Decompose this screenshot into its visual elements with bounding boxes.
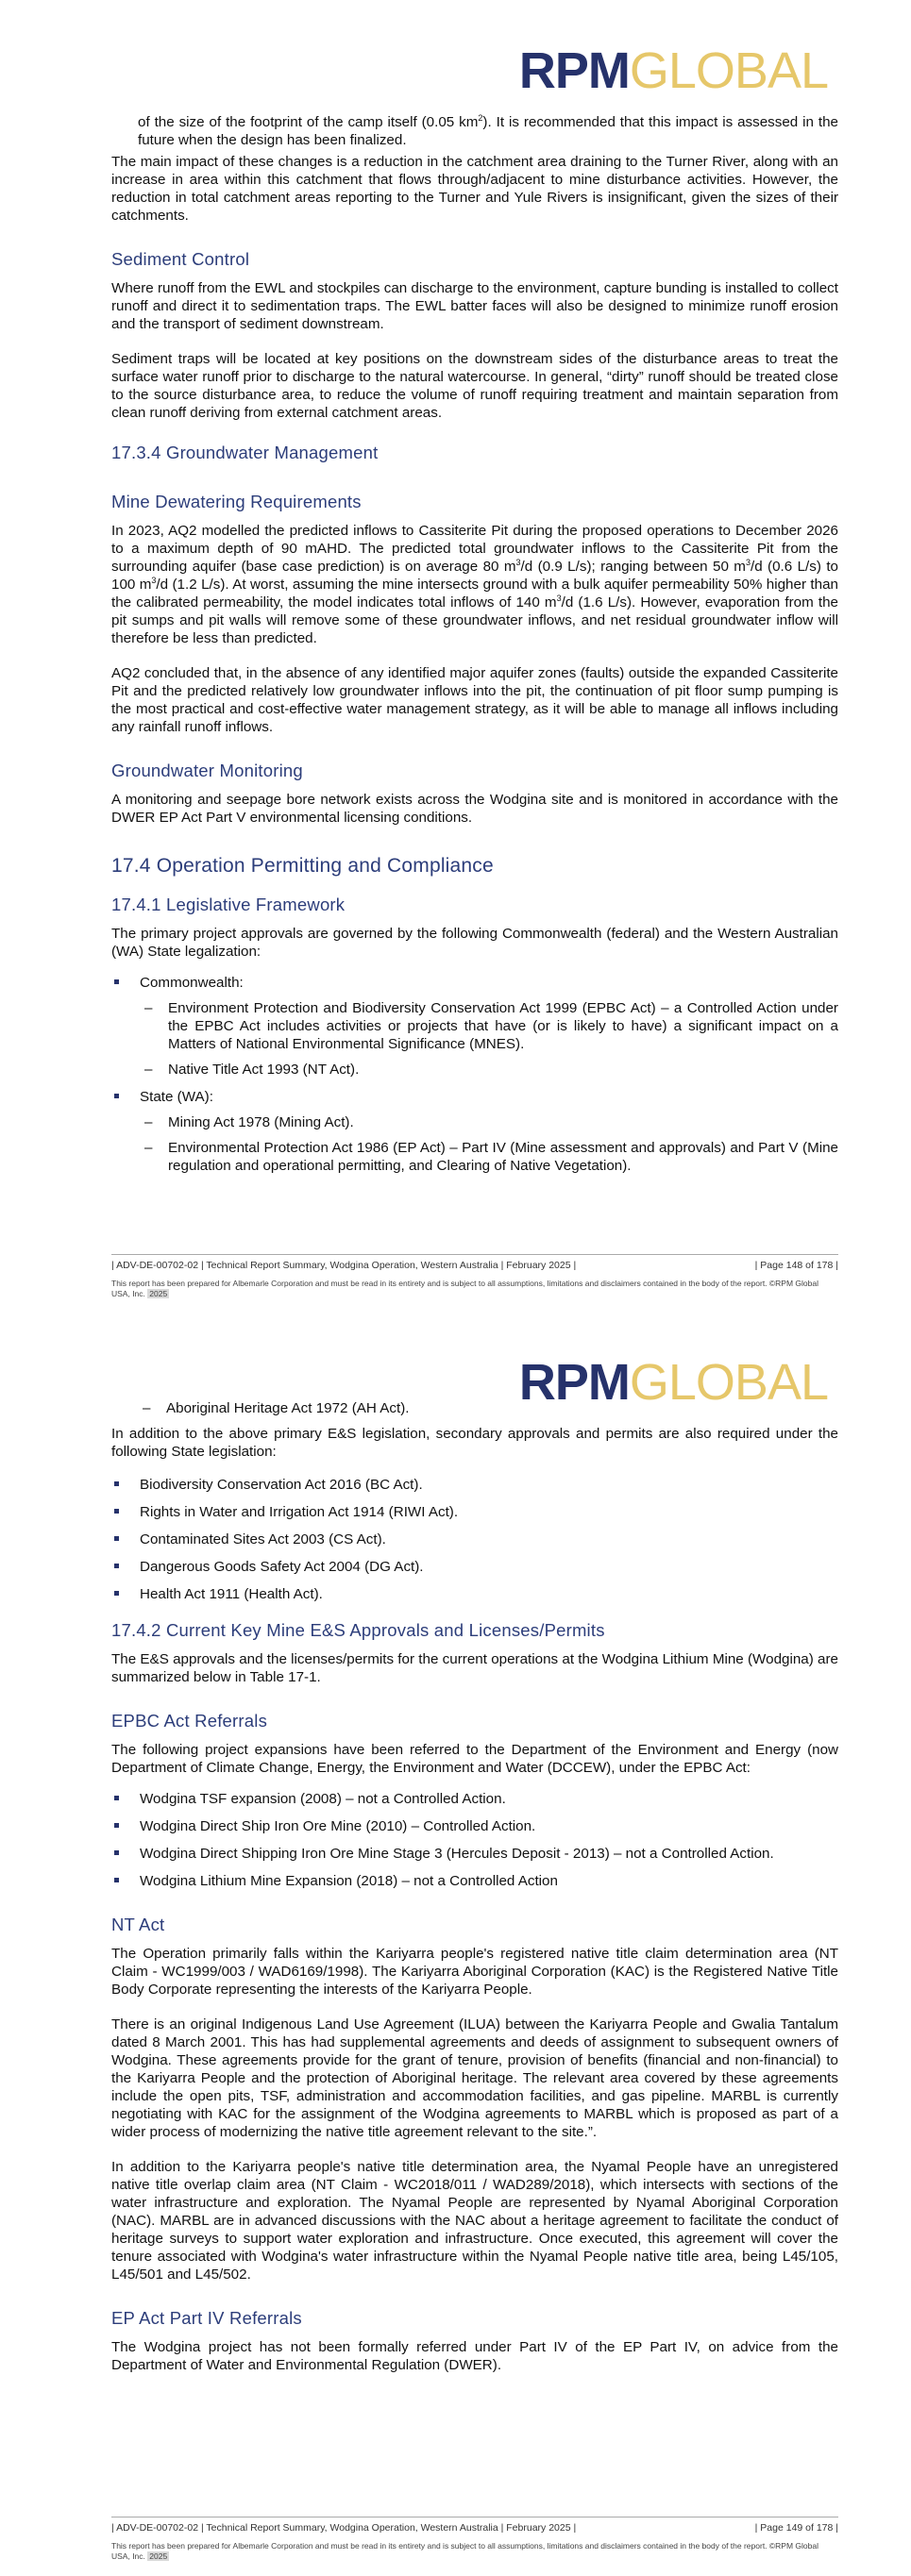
groundwater-monitoring-heading: Groundwater Monitoring — [111, 761, 303, 780]
dewatering-paragraph: In 2023, AQ2 modelled the predicted inflows to Cassiterite Pit during the proposed operations to December 2026 to a maximum depth of 90 mAHD. The predicted total groundwater inflows to the Cassiterite Pit from the surrounding aquifer (base case prediction) is on average 80 $m^3/d$ (0.9 L/s); ranging between 50 $m^3/d$ (0.6 L/s) to 100 $m^3/d$ (1.2 L/s). At worst, assuming the mine intersects ground with a bulk aquifer permeability 50% higher than the calibrated permeability, the model indicates total inflows of 140 $m^3/d$ (1.6 L/s). However, evaporation from the pit sumps and pit walls will remove some of these groundwater inflows, and net residual groundwater inflow will therefore be less than predicted. — [111, 523, 838, 646]
ep-act-part-iv-paragraph: The Wodgina project has not been formally referred under Part IV of the EP Part IV, on advice from the Department of Water and Environmental Regulation (DWER). — [111, 2339, 838, 2373]
state-legislation-list — [111, 1476, 838, 1603]
list-item: Wodgina Direct Shipping Iron Ore Mine Stage 3 (Hercules Deposit - 2013) – not a Controlled Action. — [111, 1845, 838, 1863]
list-item: Biodiversity Conservation Act 2016 (BC Act). — [111, 1476, 838, 1494]
ep-act-part-iv-heading: EP Act Part IV Referrals — [111, 2308, 302, 2328]
footer-disclaimer: This report has been prepared for Albemarle Corporation and must be read in its entirety and is subject to all assumptions, limitations and disclaimers contained in the body of the report. ©RPM Global USA, Inc. 2025 — [111, 1279, 818, 1298]
nt-paragraph-2: There is an original Indigenous Land Use Agreement (ILUA) between the Kariyarra People and Gwalia Tantalum dated 8 March 2001. This has had supplemental agreements and deeds of assignment to subsequent owners of Wodgina. These agreements provide for the grant of tenure, provision of benefits (financial and non-financial) to the Kariyarra People and the protection of Aboriginal heritage. The relevant area covered by these agreements include the open pits, TSF, administration and accommodation facilities, and gas pipeline. MARBL is currently negotiating with KAC for the assignment of the Wodgina agreements to MARBL which is proposed as part of a wider process of modernizing the native title agreement relevant to the site.”. — [111, 2016, 838, 2140]
secondary-approvals-paragraph: In addition to the above primary E&S legislation, secondary approvals and permits are also required under the following State legislation: — [111, 1426, 838, 1460]
epbc-paragraph: The following project expansions have been referred to the Department of the Environment and Energy (now Department of Climate Change, Energy, the Environment and Water (DCCEW), under the EPBC Act: — [111, 1742, 838, 1776]
sediment-control-heading: Sediment Control — [111, 249, 250, 269]
footer-disclaimer: This report has been prepared for Albemarle Corporation and must be read in its entirety and is subject to all assumptions, limitations and disclaimers contained in the body of the report. ©RPM Global USA, Inc. 2025 — [111, 2541, 818, 2561]
page-149 — [0, 1316, 911, 2576]
list-item: Dangerous Goods Safety Act 2004 (DG Act). — [111, 1558, 838, 1576]
continued-list — [138, 1399, 838, 1417]
list-item: Wodgina TSF expansion (2008) – not a Controlled Action. — [111, 1790, 838, 1808]
aq2-conclusion-paragraph: AQ2 concluded that, in the absence of any identified major aquifer zones (faults) outside the expanded Cassiterite Pit and the predicted relatively low groundwater inflows into the pit, the continuation of pit floor sump pumping is the most practical and cost-effective water management strategy, as it will be able to manage all inflows including any rainfall runoff inflows. — [111, 665, 838, 735]
list-item: Rights in Water and Irrigation Act 1914 (RIWI Act). — [111, 1503, 838, 1521]
section-17-4-heading: 17.4 Operation Permitting and Compliance — [111, 855, 494, 877]
list-item: Contaminated Sites Act 2003 (CS Act). — [111, 1531, 838, 1548]
list-item: – Environment Protection and Biodiversity Conservation Act 1999 (EPBC Act) – a Controlled Action under the EPBC Act includes activities or projects that have (or is likely to have) a significant impact on a Matters of National Environmental Significance (MNES). — [140, 999, 838, 1053]
footer-report-info: | ADV-DE-00702-02 | Technical Report Summary, Wodgina Operation, Western Australia | February 2025 | — [111, 2522, 577, 2534]
camp-footprint-text: of the size of the footprint of the camp itself (0.05 $km^2$). It is recommended that this impact is assessed in the future when the design has been finalized. — [138, 112, 838, 148]
footer-page-number: | Page 148 of 178 | — [754, 1260, 838, 1271]
list-item: – Mining Act 1978 (Mining Act). — [140, 1113, 838, 1131]
list-item: – Native Title Act 1993 (NT Act). — [140, 1061, 838, 1079]
list-item: – Aboriginal Heritage Act 1972 (AH Act). — [138, 1399, 838, 1417]
section-17-4-2-heading: 17.4.2 Current Key Mine E&S Approvals and Licenses/Permits — [111, 1620, 605, 1640]
section-17-3-4-heading: 17.3.4 Groundwater Management — [111, 443, 379, 462]
main-impact-paragraph: The main impact of these changes is a reduction in the catchment area draining to the Turner River, along with an increase in area within this catchment that flows through/adjacent to mine disturbance activities. However, the reduction in total catchment areas reporting to the Turner and Yule Rivers is insignificant, given the sizes of their catchments. — [111, 154, 838, 224]
rpm-global-logo: RPMGLOBAL — [518, 42, 828, 99]
list-item: – Environmental Protection Act 1986 (EP Act) – Part IV (Mine assessment and approvals) and Part V (Mine regulation and operational permitting, and Clearing of Native Vegetation). — [140, 1139, 838, 1175]
nt-paragraph-3: In addition to the Kariyarra people's native title determination area, the Nyamal People have an unregistered native title overlap claim area (NT Claim - WC2018/011 / WAD289/2018), which intersects with sections of the water infrastructure and exploration. The Nyamal People are represented by Nyamal Aboriginal Corporation (NAC). MARBL are in advanced discussions with the NAC about a heritage agreement to facilitate the conduct of heritage surveys to support water exploration and infrastructure. Once executed, this agreement will cover the tenure associated with Wodgina's water infrastructure within the Nyamal People native title area, being L45/105, L45/501 and L45/502. — [111, 2159, 838, 2283]
list-item: Commonwealth: – Environment Protection and Biodiversity Conservation Act 1999 (EPBC Act) – a Controlled Action under the EPBC Act includes activities or projects that have (or is likely to have) a significant impact on a Matters of National Environmental Significance (MNES). – Native Title Act 1993 (NT Act). — [111, 974, 838, 1079]
nt-paragraph-1: The Operation primarily falls within the Kariyarra people's registered native title claim determination area (NT Claim - WC1999/003 / WAD6169/1998). The Kariyarra Aboriginal Corporation (KAC) is the Registered Native Title Body Corporate representing the interests of the Kariyarra People. — [111, 1946, 838, 1998]
list-item: Health Act 1911 (Health Act). — [111, 1585, 838, 1603]
list-item: Wodgina Lithium Mine Expansion (2018) – not a Controlled Action — [111, 1872, 838, 1890]
groundwater-monitoring-paragraph: A monitoring and seepage bore network exists across the Wodgina site and is monitored in accordance with the DWER EP Act Part V environmental licensing conditions. — [111, 792, 838, 826]
list-item: Wodgina Direct Ship Iron Ore Mine (2010) – Controlled Action. — [111, 1817, 838, 1835]
footer-page-number: | Page 149 of 178 | — [754, 2522, 838, 2534]
page-148-content — [111, 113, 838, 1184]
legislation-list — [111, 974, 838, 1175]
epbc-referral-list — [111, 1790, 838, 1890]
list-item: State (WA): – Mining Act 1978 (Mining Act). – Environmental Protection Act 1986 (EP Act) – Part IV (Mine assessment and approvals) and Part V (Mine regulation and operational permitting, and Clearing of Native Vegetation). — [111, 1088, 838, 1175]
epbc-referrals-heading: EPBC Act Referrals — [111, 1711, 268, 1731]
page-148-footer — [111, 1254, 838, 1299]
mine-dewatering-heading: Mine Dewatering Requirements — [111, 492, 362, 511]
sediment-paragraph-1: Where runoff from the EWL and stockpiles can discharge to the environment, capture bunding is installed to collect runoff and direct it to sedimentation traps. The EWL batter faces will also be designed to minimize runoff erosion and the transport of sediment downstream. — [111, 280, 838, 332]
section-17-4-1-heading: 17.4.1 Legislative Framework — [111, 895, 346, 914]
approvals-summary-paragraph: The E&S approvals and the licenses/permits for the current operations at the Wodgina Lithium Mine (Wodgina) are summarized below in Table 17-1. — [111, 1651, 838, 1685]
nt-act-heading: NT Act — [111, 1915, 165, 1934]
footer-report-info: | ADV-DE-00702-02 | Technical Report Summary, Wodgina Operation, Western Australia | February 2025 | — [111, 1260, 577, 1271]
rpm-global-logo: RPMGLOBAL — [518, 1354, 828, 1411]
legislative-framework-paragraph: The primary project approvals are governed by the following Commonwealth (federal) and the Western Australian (WA) State legalization: — [111, 926, 838, 960]
page-149-footer — [111, 2517, 838, 2562]
page-149-content — [111, 1399, 838, 2391]
sediment-paragraph-2: Sediment traps will be located at key positions on the downstream sides of the disturbance areas to treat the surface water runoff prior to discharge to the natural watercourse. In general, “dirty” runoff should be treated close to the source disturbance area, to reduce the volume of runoff requiring treatment and maintain separation from clean runoff deriving from external catchment areas. — [111, 351, 838, 421]
